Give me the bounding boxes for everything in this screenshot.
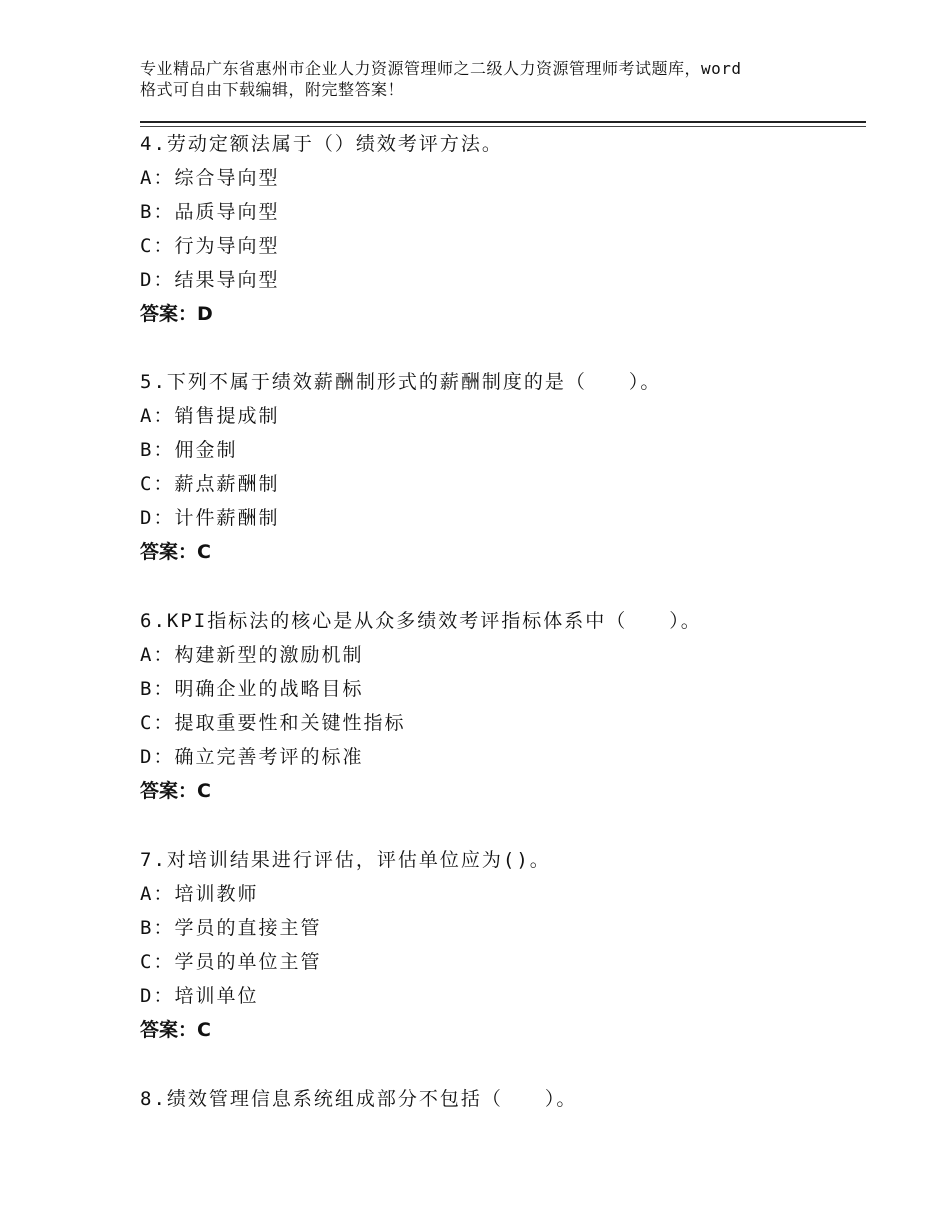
option-a: A：构建新型的激励机制 <box>140 644 364 666</box>
question-4 <box>140 127 860 331</box>
question-stem: 5.下列不属于绩效薪酬制形式的薪酬制度的是（ ）。 <box>140 371 662 393</box>
option-c: C：行为导向型 <box>140 235 280 257</box>
option-d: D：培训单位 <box>140 985 259 1007</box>
option-c: C：薪点薪酬制 <box>140 473 280 495</box>
option-b: B：学员的直接主管 <box>140 917 322 939</box>
option-c: C：提取重要性和关键性指标 <box>140 712 406 734</box>
question-stem: 8.绩效管理信息系统组成部分不包括（ ）。 <box>140 1088 578 1110</box>
option-d: D：计件薪酬制 <box>140 507 280 529</box>
option-a: A：综合导向型 <box>140 167 280 189</box>
header-title-line-2: 格式可自由下载编辑，附完整答案！ <box>140 80 405 99</box>
option-a: A：培训教师 <box>140 883 259 905</box>
option-d: D：结果导向型 <box>140 269 280 291</box>
header-title-line-1: 专业精品广东省惠州市企业人力资源管理师之二级人力资源管理师考试题库，word <box>140 59 742 78</box>
option-d: D：确立完善考评的标准 <box>140 746 364 768</box>
question-8 <box>140 1082 860 1116</box>
answer: 答案：C <box>140 541 211 563</box>
option-c: C：学员的单位主管 <box>140 951 322 973</box>
answer: 答案：D <box>140 303 213 325</box>
option-a: A：销售提成制 <box>140 405 280 427</box>
question-7 <box>140 843 860 1047</box>
header-divider-thick <box>140 121 866 123</box>
answer: 答案：C <box>140 1019 211 1041</box>
question-stem: 4.劳动定额法属于（）绩效考评方法。 <box>140 133 503 155</box>
option-b: B：品质导向型 <box>140 201 280 223</box>
question-5 <box>140 365 860 569</box>
option-b: B：佣金制 <box>140 439 238 461</box>
answer: 答案：C <box>140 780 211 802</box>
document-header <box>140 58 830 100</box>
option-b: B：明确企业的战略目标 <box>140 678 364 700</box>
question-6 <box>140 604 860 808</box>
question-stem: 7.对培训结果进行评估，评估单位应为()。 <box>140 849 551 871</box>
question-stem: 6.KPI指标法的核心是从众多绩效考评指标体系中（ ）。 <box>140 610 702 632</box>
